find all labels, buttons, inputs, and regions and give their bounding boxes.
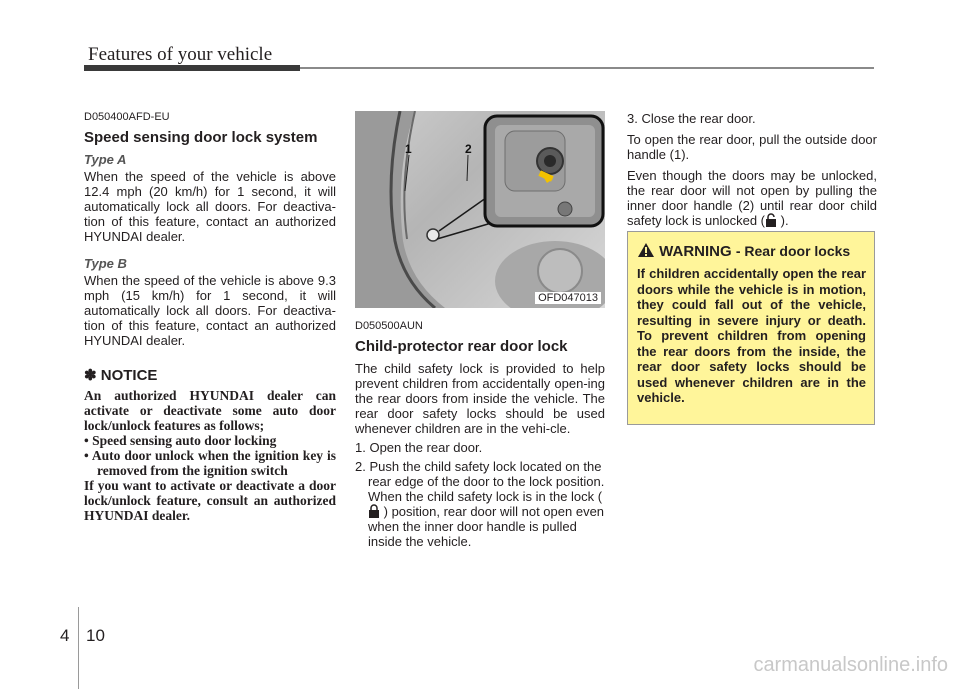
notice-title-row: [84, 366, 336, 384]
header-bar: [84, 65, 300, 71]
type-a-text: When the speed of the vehicle is above 12.4 mph (20 km/h) for 1 second, it will automatically lock all doors. For deactiva-tion of this feature, contact an authorized HYUNDAI dealer.: [84, 169, 336, 244]
steps-list: [355, 440, 605, 549]
callout-2: 2: [465, 142, 472, 156]
callout-1: 1: [405, 142, 412, 156]
page-header-title: Features of your vehicle: [88, 44, 273, 65]
warning-triangle-icon: [637, 242, 655, 258]
door-lock-illustration: [355, 111, 605, 308]
child-lock-intro: The child safety lock is provided to help prevent children from accidentally open-ing the rear doors from inside the vehicle. The rear door safety locks should be used whenever children are in the vehi-cle.: [355, 361, 605, 436]
step-3: 3. Close the rear door.: [627, 111, 756, 126]
notice-list-item: • Auto door unlock when the ignition key is removed from the ignition switch: [84, 448, 336, 478]
watermark: carmanualsonline.info: [753, 654, 948, 676]
lock-closed-icon: [368, 504, 380, 518]
figure-code: OFD047013: [535, 292, 601, 304]
footer-divider: [78, 607, 79, 689]
notice-body: [84, 388, 336, 523]
open-door-text: To open the rear door, pull the outside door handle (1).: [627, 132, 877, 162]
notice-list: [84, 433, 336, 478]
type-b-label: Type B: [84, 256, 127, 271]
warning-label: WARNING: [659, 243, 732, 260]
warning-text: If children accidentally open the rear doors while the vehicle is in motion, they could fall out of the vehicle, resulting in severe injury or death. To prevent children from opening the rear doors from the inside, the rear door safety locks should be used whenever children are in the vehicle.: [637, 266, 866, 405]
unlock-text-start: Even though the doors may be unlocked, the rear door will not open by pulling the inner door handle (2) until rear door child safety lock is unlocked (: [627, 168, 877, 228]
column-middle: [355, 111, 605, 549]
chapter-number: 4: [60, 626, 70, 645]
lock-open-icon: [765, 213, 777, 227]
unlock-text-end: ).: [780, 213, 789, 228]
step-2-text-end: ) position, rear door will not open even when the inner door handle is pulled inside the vehicle.: [368, 504, 605, 549]
section-heading: Child-protector rear door lock: [355, 338, 568, 355]
section-heading: Speed sensing door lock system: [84, 129, 318, 146]
warning-subject: - Rear door locks: [735, 243, 851, 259]
unlock-text: [627, 168, 877, 228]
type-b-text: When the speed of the vehicle is above 9.3 mph (15 km/h) for 1 second, it will automatically lock all doors. For deactiva-tion of this feature, contact an authorized HYUNDAI dealer.: [84, 273, 336, 348]
warning-heading: [637, 242, 866, 260]
step-2: [355, 459, 605, 549]
section-code: D050500AUN: [355, 320, 423, 332]
notice-star-icon: ✽: [84, 367, 97, 384]
type-a-label: Type A: [84, 152, 127, 167]
warning-box: [627, 231, 875, 425]
step-2-text-start: 2. Push the child safety lock located on the rear edge of the door to the lock position. When the child safety lock is in the lock (: [355, 459, 605, 504]
column-right: [627, 111, 877, 228]
notice-title: NOTICE: [100, 367, 158, 384]
notice-outro: If you want to activate or deactivate a door lock/unlock feature, consult an authorized HYUNDAI dealer.: [84, 478, 336, 523]
step-1: 1. Open the rear door.: [355, 440, 483, 455]
section-code: D050400AFD-EU: [84, 111, 170, 123]
door-illustration-graphic: [355, 111, 605, 308]
page-number: 10: [86, 626, 105, 645]
notice-intro: An authorized HYUNDAI dealer can activate or deactivate some auto door lock/unlock features as follows;: [84, 388, 336, 433]
notice-list-item: • Speed sensing auto door locking: [84, 433, 277, 448]
column-left: [84, 111, 336, 523]
